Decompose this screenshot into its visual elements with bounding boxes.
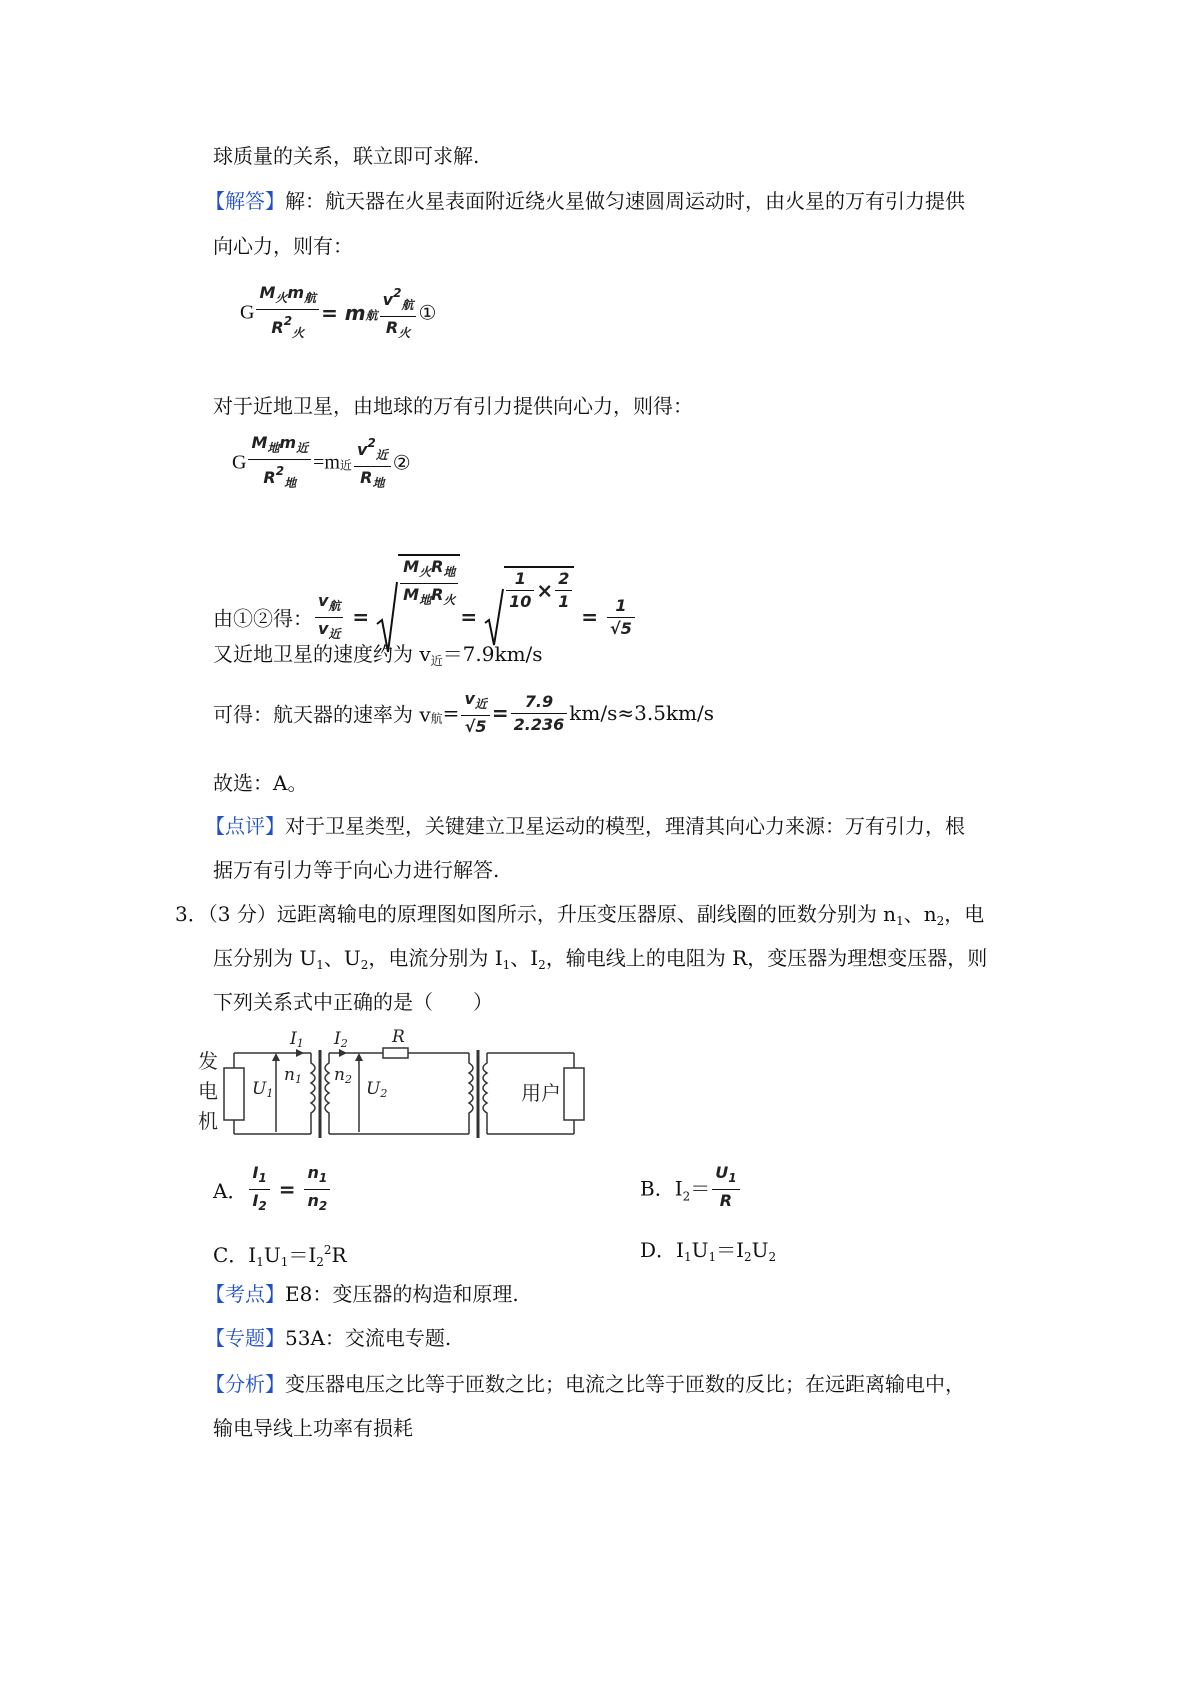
label-n1: n1 <box>284 1065 302 1086</box>
kaodian-tag: 【考点】 <box>205 1282 285 1306</box>
option-label: A． <box>213 1179 248 1203</box>
question-number: 3． <box>175 902 208 926</box>
label-I2: I2 <box>334 1029 348 1050</box>
option-c: C．$I_1U_1=I_2^2R$ <box>213 1243 347 1269</box>
text-span: 变压器电压之比等于匝数之比；电流之比等于匝数的反比；在远距离输电中， <box>285 1372 965 1396</box>
label-n2: n2 <box>334 1065 352 1086</box>
formula-3: 由①②得： $\frac{v_航}{v_近}$ = $\frac{M_火R_地}{M_地R_火}$ = $\frac{1}{10}$ × $\frac{2}{1}$ = $\frac{1}{√5}$ <box>213 580 637 654</box>
option-d: D．$I_1U_1=I_2U_2$ <box>640 1238 777 1264</box>
text-line: 据万有引力等于向心力进行解答. <box>213 858 500 882</box>
label-I1: I1 <box>290 1029 304 1050</box>
kaodian-line <box>205 1280 519 1308</box>
text-span: 可得：航天器的速率为 v <box>213 702 431 727</box>
text-span: km/s≈3.5km/s <box>569 701 715 725</box>
option-label: D．I <box>640 1238 684 1262</box>
text-span: ，电 <box>944 902 985 926</box>
option-a: A． $\frac{I_1}{I_2}$ = $\frac{n_1}{n_2}$ <box>213 1162 332 1217</box>
text-span: （3 分）远距离输电的原理图如图所示，升压变压器原、副线圈的匝数分别为 n <box>207 902 897 926</box>
text-span: 53A：交流电专题. <box>285 1326 452 1350</box>
question-line-2: 压分别为 $U_1$、$U_2$，电流分别为 $I_1$、$I_2$，输电线上的电阻为 R，变压器为理想变压器，则 <box>213 946 988 972</box>
subscript: 航 <box>430 711 443 726</box>
formula-4: 可得：航天器的速率为 $v_航=$ $\frac{v_近}{√5}$ = $\frac{7.9}{2.236}$ km/s≈3.5km/s <box>213 689 715 736</box>
fenxi-line <box>205 1370 965 1398</box>
text-span: ＝7.9km/s <box>442 642 543 666</box>
text-span: 、n <box>903 902 937 926</box>
text-line <box>213 640 543 675</box>
answer-line <box>205 187 965 215</box>
fenxi-tag: 【分析】 <box>205 1372 285 1396</box>
formula-2: G $\frac{M_地m_近}{R^2_地}$ =m近 $\frac{v^2_近}{R_地}$ ② <box>232 433 411 490</box>
text-line: 输电导线上功率有损耗 <box>213 1416 413 1440</box>
gen-label: 机 <box>198 1109 218 1133</box>
text-span: R <box>331 1243 347 1267</box>
user-label: 用户 <box>521 1081 561 1105</box>
option-b: B．$I_2=$ $\frac{U_1}{R}$ <box>640 1162 742 1212</box>
option-label: C．I <box>213 1243 257 1267</box>
gen-label: 电 <box>198 1079 218 1103</box>
option-label: B．I <box>640 1176 683 1201</box>
question-line-1: 3．（3 分）远距离输电的原理图如图所示，升压变压器原、副线圈的匝数分别为 $n_1$、$n_2$，电 <box>175 902 985 928</box>
answer-tag: 【解答】 <box>205 189 285 213</box>
text-line: 球质量的关系，联立即可求解. <box>213 144 480 168</box>
question-line-3: 下列关系式中正确的是（ ） <box>213 990 493 1014</box>
text-span: 由①②得： <box>213 606 313 631</box>
text-span: 、U <box>323 946 361 970</box>
text-span: ＝ <box>690 1176 711 1201</box>
comment-tag: 【点评】 <box>205 814 285 838</box>
text-span: 又近地卫星的速度约为 v <box>213 642 431 666</box>
subscript: 近 <box>430 654 443 668</box>
text-span: 对于卫星类型，关键建立卫星运动的模型，理清其向心力来源：万有引力，根 <box>285 814 965 838</box>
text-span: ，电流分别为 I <box>368 946 503 970</box>
zhuanti-tag: 【专题】 <box>205 1326 285 1350</box>
text-line: 故选：A。 <box>213 771 308 795</box>
text-line: 对于近地卫星，由地球的万有引力提供向心力，则得： <box>213 394 693 418</box>
zhuanti-line <box>205 1324 451 1352</box>
gen-label: 发 <box>198 1049 218 1073</box>
text-span: E8：变压器的构造和原理. <box>285 1282 519 1306</box>
formula-1: G $\frac{M_火m_航}{R^2_火}$ = m航 $\frac{v^2_航}{R_火}$ ① <box>240 283 437 340</box>
label-U2: U2 <box>366 1079 388 1100</box>
label-U1: U1 <box>252 1079 274 1100</box>
circuit-diagram <box>196 1028 666 1138</box>
label-R: R <box>392 1028 405 1047</box>
text-span: 压分别为 U <box>213 946 317 970</box>
text-line: 向心力，则有： <box>213 234 353 258</box>
sqrt-icon <box>484 587 504 647</box>
text-span: ，输电线上的电阻为 R，变压器为理想变压器，则 <box>545 946 988 970</box>
comment-line <box>205 812 965 840</box>
text-span: 解：航天器在火星表面附近绕火星做匀速圆周运动时，由火星的万有引力提供 <box>285 189 965 213</box>
text-span: 、I <box>510 946 539 970</box>
